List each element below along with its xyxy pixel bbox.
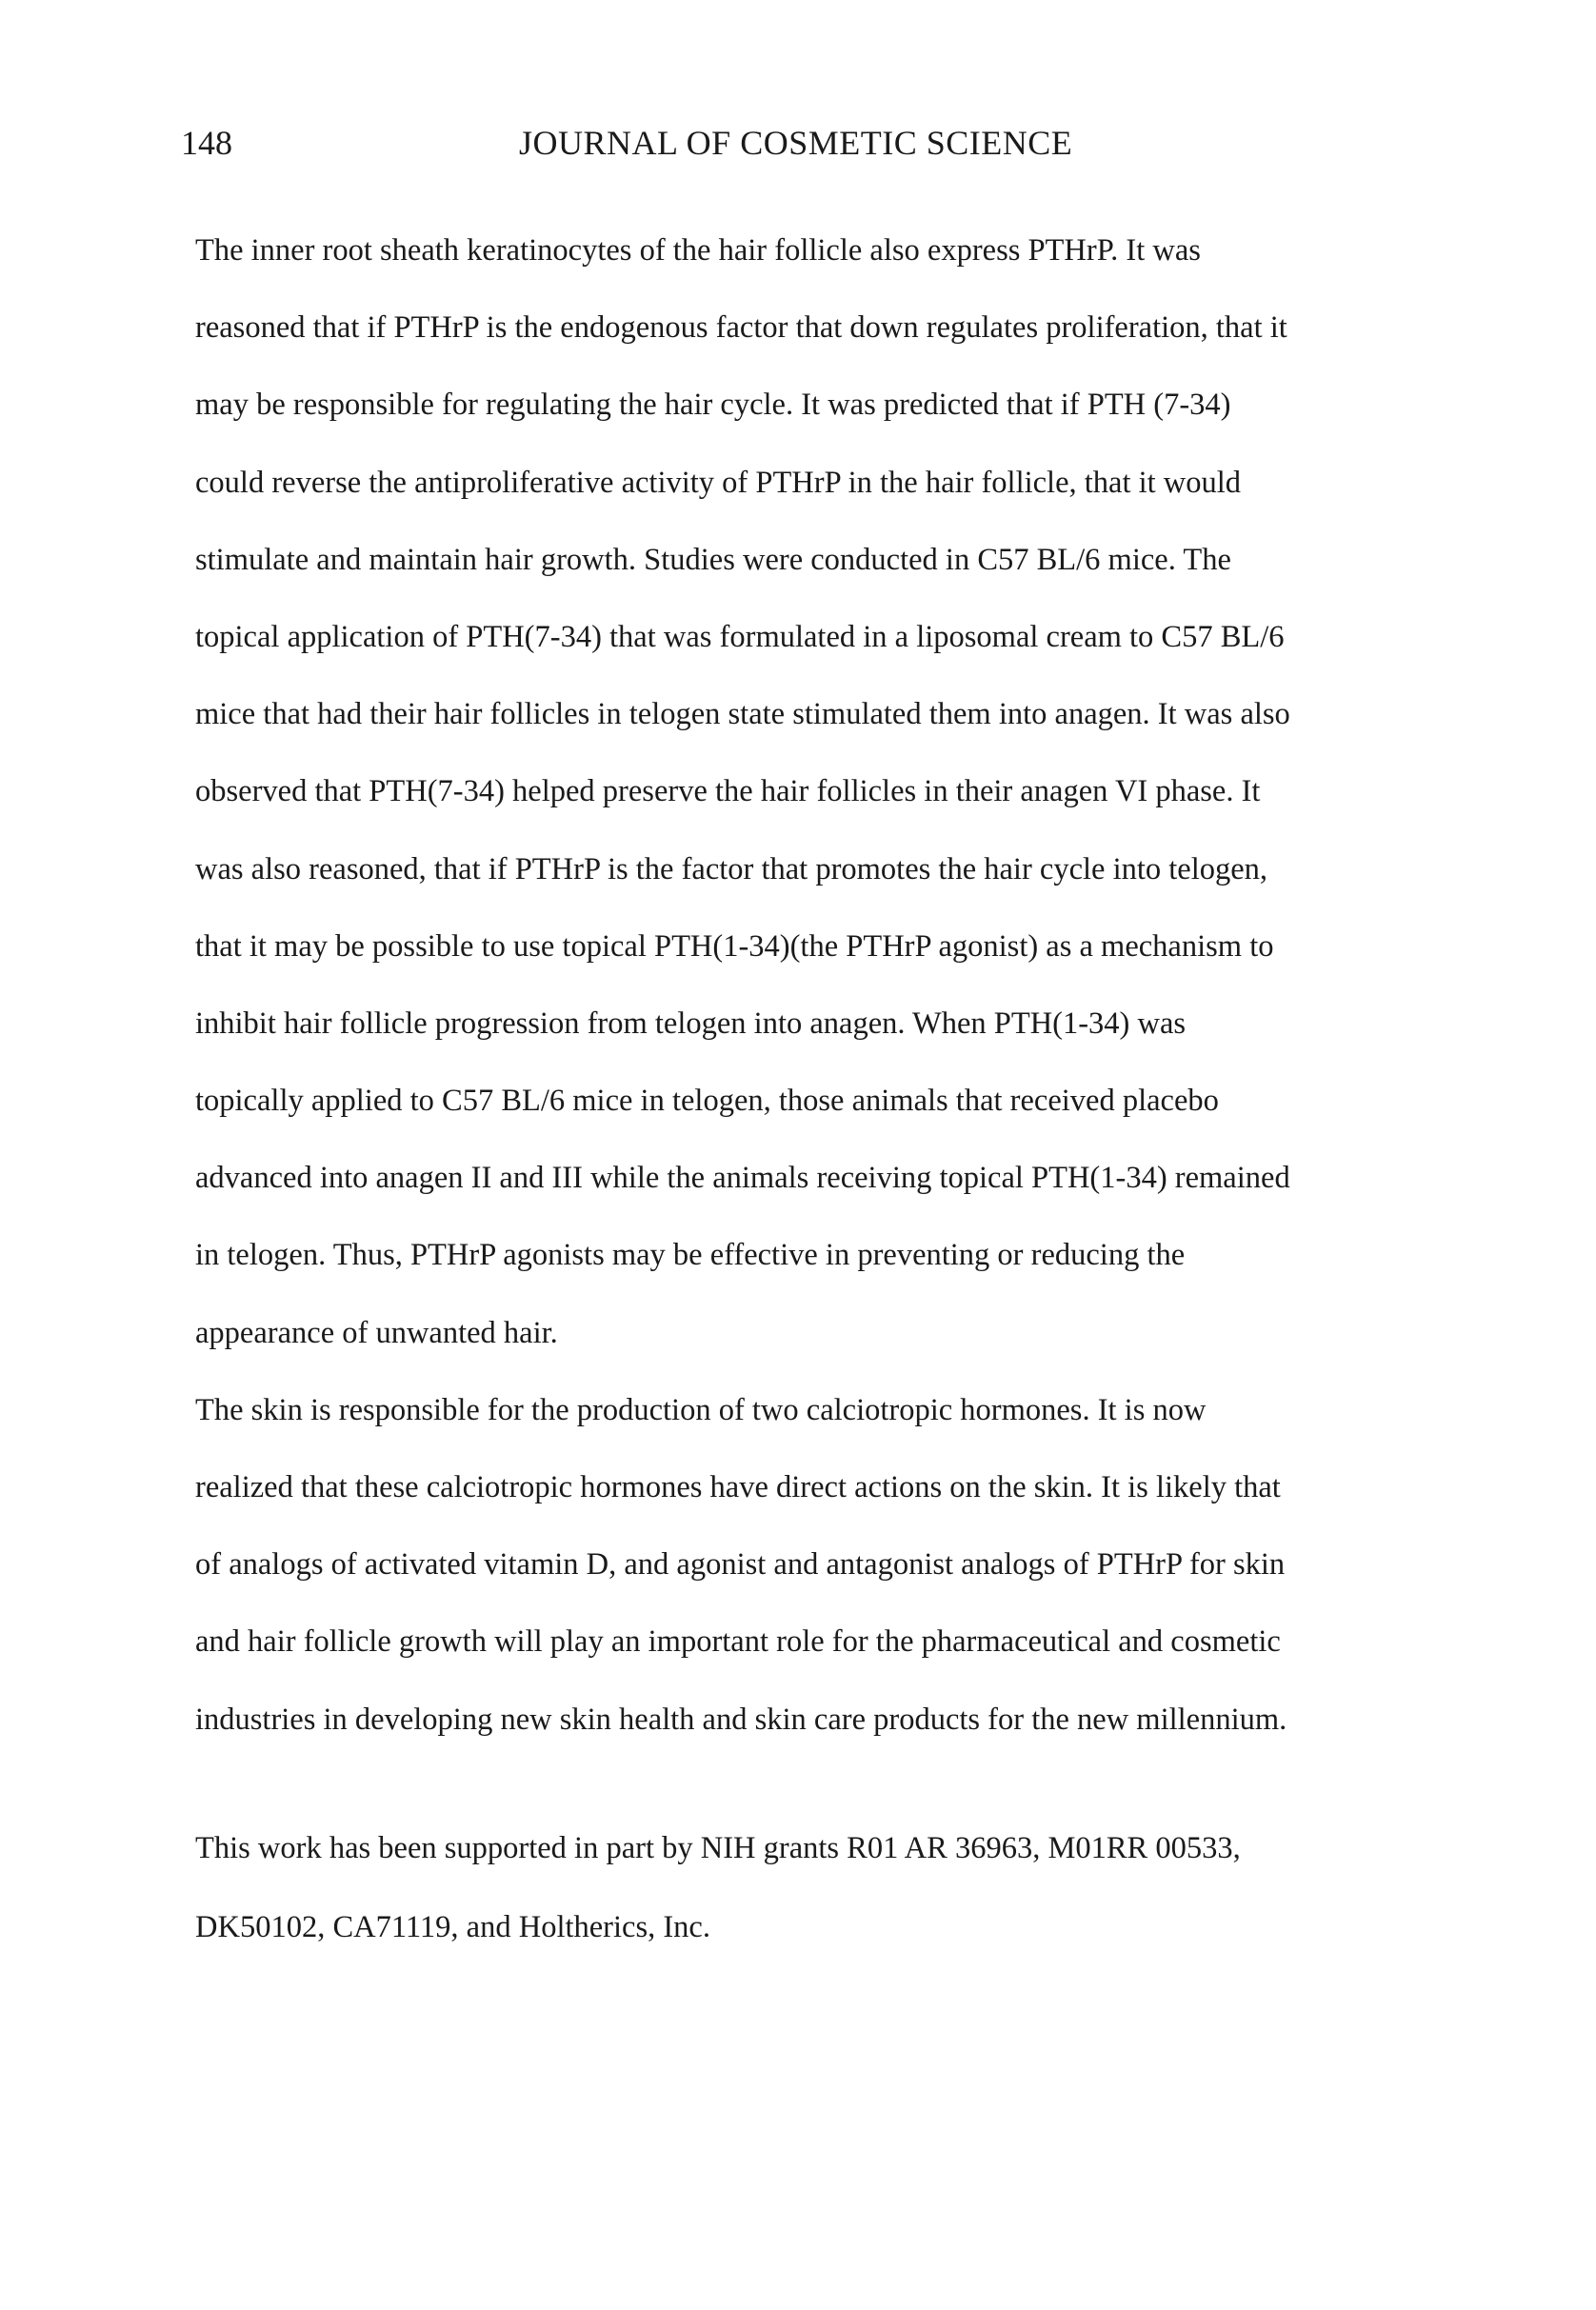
text-line: reasoned that if PTHrP is the endogenous factor that down regulates proliferation, that it [195,310,1287,346]
text-line: that it may be possible to use topical PTH(1-34)(the PTHrP agonist) as a mechanism to [195,928,1274,964]
text-line: topical application of PTH(7-34) that was formulated in a liposomal cream to C57 BL/6 [195,619,1285,654]
text-line: DK50102, CA71119, and Holtherics, Inc. [195,1910,710,1944]
text-line: could reverse the antiproliferative activity of PTHrP in the hair follicle, that it would [195,465,1242,500]
acknowledgment [195,1809,1424,1967]
text-line: appearance of unwanted hair. [195,1315,558,1350]
text-line: in telogen. Thus, PTHrP agonists may be effective in preventing or reducing the [195,1238,1186,1273]
body-text [195,212,1424,1759]
text-line: stimulate and maintain hair growth. Studies were conducted in C57 BL/6 mice. The [195,542,1231,577]
text-line: was also reasoned, that if PTHrP is the factor that promotes the hair cycle into telogen, [195,851,1268,886]
journal-title: JOURNAL OF COSMETIC SCIENCE [519,124,1073,162]
paragraph-calciotropic-hormones [195,1372,1424,1759]
text-line: inhibit hair follicle progression from telogen into anagen. When PTH(1-34) was [195,1006,1187,1041]
text-line: topically applied to C57 BL/6 mice in telogen, those animals that received placebo [195,1084,1219,1119]
text-line: The skin is responsible for the production of two calciotropic hormones. It is now [195,1392,1207,1427]
text-line: mice that had their hair follicles in telogen state stimulated them into anagen. It was also [195,697,1290,732]
text-line: may be responsible for regulating the hair cycle. It was predicted that if PTH (7-34) [195,388,1231,423]
text-line: The inner root sheath keratinocytes of the hair follicle also express PTHrP. It was [195,233,1201,268]
text-line: and hair follicle growth will play an important role for the pharmaceutical and cosmetic [195,1624,1281,1660]
text-line: This work has been supported in part by NIH grants R01 AR 36963, M01RR 00533, [195,1831,1241,1865]
text-line: of analogs of activated vitamin D, and agonist and antagonist analogs of PTHrP for skin [195,1547,1286,1583]
running-head [181,118,1095,168]
text-line: realized that these calciotropic hormones have direct actions on the skin. It is likely that [195,1470,1281,1504]
paragraph-hair-cycle [195,212,1424,1372]
page-number: 148 [181,124,232,162]
text-line: advanced into anagen II and III while the animals receiving topical PTH(1-34) remained [195,1161,1290,1196]
text-line: observed that PTH(7-34) helped preserve the hair follicles in their anagen VI phase. It [195,774,1261,809]
text-line: industries in developing new skin health and skin care products for the new millennium. [195,1702,1287,1737]
